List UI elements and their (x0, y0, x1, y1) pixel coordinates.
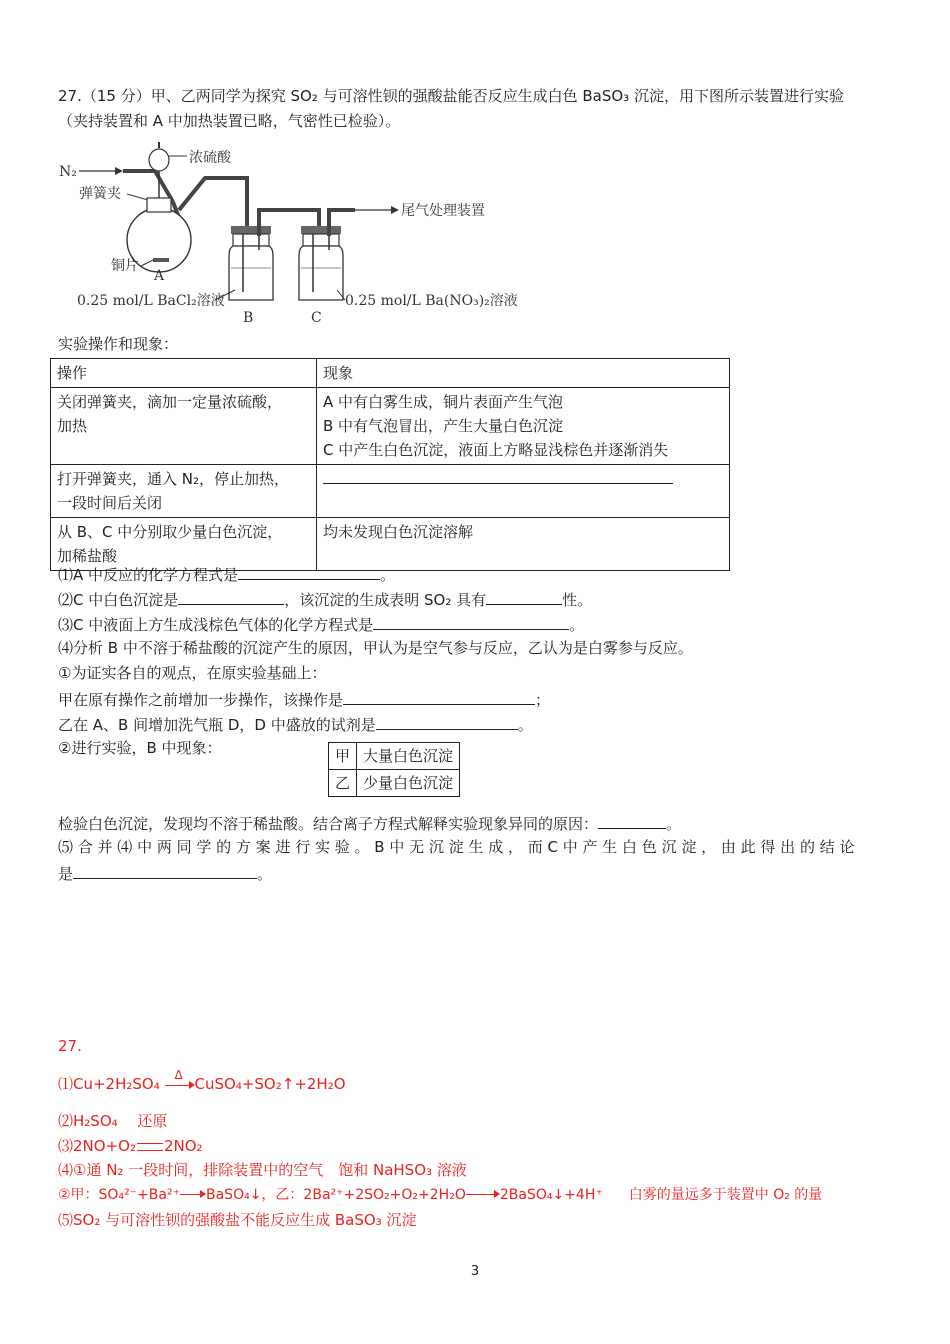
answer-5: ⑸SO₂ 与可溶性钡的强酸盐不能反应生成 BaSO₃ 沉淀 (58, 1211, 417, 1229)
table-cell: 大量白色沉淀 (357, 743, 460, 770)
cell-line: 关闭弹簧夹，滴加一定量浓硫酸， (57, 393, 283, 411)
tail-gas-label: 尾气处理装置 (401, 203, 485, 219)
cell-line: 一段时间后关闭 (57, 494, 163, 512)
table-cell: 甲 (329, 743, 357, 770)
answer-3-reactants: ⑶2NO+O₂ (58, 1137, 136, 1155)
question-4-check (58, 812, 681, 834)
question-3-text: ⑶C 中液面上方生成浅棕色气体的化学方程式是 (58, 616, 374, 634)
answer-4-2-note: 白雾的量远多于装置中 O₂ 的量 (628, 1187, 823, 1203)
answer-blank (178, 588, 284, 605)
question-intro-line2: （夹持装置和 A 中加热装置已略，气密性已检验）。 (58, 112, 401, 130)
table-cell-operation (51, 388, 317, 465)
answer-4-2 (58, 1185, 822, 1205)
cell-line: A 中有白雾生成，铜片表面产生气泡 (323, 393, 564, 411)
answer-blank (598, 812, 666, 829)
table-header-row (51, 359, 730, 388)
question-2-text: ⑵C 中白色沉淀是 (58, 591, 179, 609)
spring-clamp-label: 弹簧夹 (79, 186, 121, 202)
cell-line: 打开弹簧夹，通入 N₂，停止加热， (57, 470, 290, 488)
question-2 (58, 588, 592, 610)
cell-line: C 中产生白色沉淀，液面上方略显浅棕色并逐渐消失 (323, 441, 669, 459)
question-4-2: ②进行实验，B 中现象： (58, 739, 222, 757)
bottle-c-label: C (311, 310, 322, 326)
answer-blank (323, 467, 673, 484)
table-header-operation: 操作 (51, 359, 317, 388)
question-intro-line1: 27.（15 分）甲、乙两同学为探究 SO₂ 与可溶性钡的强酸盐能否反应生成白色 BaSO₃ 沉淀，用下图所示装置进行实验 (58, 87, 844, 105)
conc-acid-label: 浓硫酸 (189, 150, 231, 166)
question-4-1: ①为证实各自的观点，在原实验基础上： (58, 664, 327, 682)
bottle-b-label: B (243, 310, 254, 326)
question-2-text: ，该沉淀的生成表明 SO₂ 具有 (284, 591, 487, 609)
question-1-end: 。 (380, 566, 396, 584)
answer-blank (73, 862, 257, 879)
cell-line: 加稀盐酸 (57, 547, 118, 565)
reaction-arrow (180, 1190, 206, 1200)
table-caption: 实验操作和现象： (58, 335, 179, 353)
question-5-cont (58, 862, 272, 884)
table-row (51, 465, 730, 518)
page-number: 3 (470, 1264, 480, 1279)
answer-4-2-jia: ②甲：SO₄²⁻+Ba²⁺ (58, 1187, 180, 1203)
question-3 (58, 613, 584, 635)
question-5: ⑸ 合 并 ⑷ 中 两 同 学 的 方 案 进 行 实 验 。 B 中 无 沉 淀 生 成 ， 而 C 中 产 生 白 色 沉 淀 ， 由 此 得 出 的 结 论 (58, 838, 855, 856)
table-cell: 乙 (329, 770, 357, 797)
heat-arrow (165, 1067, 195, 1093)
bano3-label: 0.25 mol/L Ba(NO₃)₂溶液 (345, 293, 518, 309)
table-cell: 少量白色沉淀 (357, 770, 460, 797)
table-cell-phenomenon (317, 388, 730, 465)
question-4-jia-text: 甲在原有操作之前增加一步操作，该操作是 (58, 691, 344, 709)
answer-4-2-yi: BaSO₄↓，乙：2Ba²⁺+2SO₂+O₂+2H₂O (206, 1187, 466, 1203)
answer-blank (376, 713, 518, 730)
question-4: ⑷分析 B 中不溶于稀盐酸的沉淀产生的原因，甲认为是空气参与反应，乙认为是白雾参与反应。 (58, 639, 693, 657)
answer-blank (238, 563, 380, 580)
question-1 (58, 563, 395, 585)
question-4-yi-end: 。 (517, 716, 533, 734)
question-3-end: 。 (569, 616, 585, 634)
question-4-jia-end: ； (535, 691, 551, 709)
table-row (51, 388, 730, 465)
question-5-end: 。 (257, 865, 273, 883)
question-4-check-end: 。 (666, 815, 682, 833)
answer-2: ⑵H₂SO₄ 还原 (58, 1112, 168, 1130)
question-5-text: 是 (58, 865, 74, 883)
cell-line: 加热 (57, 417, 88, 435)
question-4-yi-text: 乙在 A、B 间增加洗气瓶 D，D 中盛放的试剂是 (58, 716, 376, 734)
flask-a-label: A (154, 268, 165, 284)
reaction-arrow (466, 1190, 500, 1200)
answer-1-products: CuSO₄+SO₂↑+2H₂O (194, 1075, 346, 1093)
answer-3 (58, 1136, 203, 1156)
answer-1-reactants: ⑴Cu+2H₂SO₄ (58, 1075, 160, 1093)
copper-label: 铜片 (111, 258, 139, 274)
question-4-check-text: 检验白色沉淀，发现均不溶于稀盐酸。结合离子方程式解释实验现象异同的原因： (58, 815, 599, 833)
cell-line: B 中有气泡冒出，产生大量白色沉淀 (323, 417, 564, 435)
answer-number: 27. (58, 1037, 82, 1055)
answer-1 (58, 1067, 346, 1094)
question-1-text: ⑴A 中反应的化学方程式是 (58, 566, 239, 584)
question-4-jia (58, 688, 550, 710)
table-row (329, 770, 460, 797)
question-2-end: 性。 (562, 591, 593, 609)
table-cell-phenomenon (317, 465, 730, 518)
table-cell-operation (51, 465, 317, 518)
bacl2-label: 0.25 mol/L BaCl₂溶液 (77, 293, 225, 309)
cell-line: 从 B、C 中分别取少量白色沉淀， (57, 523, 283, 541)
table-row (329, 743, 460, 770)
table-cell-phenomenon: 均未发现白色沉淀溶解 (317, 518, 730, 571)
table-header-phenomenon: 现象 (317, 359, 730, 388)
apparatus-diagram (55, 140, 525, 330)
answer-blank (486, 588, 562, 605)
answer-4-1: ⑷①通 N₂ 一段时间，排除装置中的空气 饱和 NaHSO₃ 溶液 (58, 1161, 467, 1179)
question-4-yi (58, 713, 533, 735)
answer-blank (373, 613, 569, 630)
n2-label: N₂ (59, 164, 77, 180)
result-table (328, 742, 460, 797)
experiment-table (50, 358, 730, 571)
delta-symbol: Δ (174, 1067, 183, 1082)
answer-3-products: 2NO₂ (163, 1137, 203, 1155)
answer-blank (343, 688, 535, 705)
answer-4-2-products: 2BaSO₄↓+4H⁺ (499, 1187, 603, 1203)
equals-sign (137, 1143, 163, 1151)
